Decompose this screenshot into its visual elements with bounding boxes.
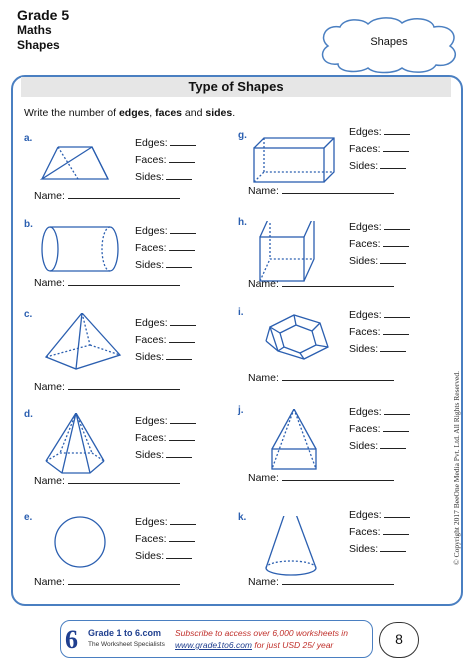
sides-field[interactable]: Sides: — [349, 440, 406, 452]
edges-field[interactable]: Edges: — [135, 137, 196, 149]
faces-field[interactable]: Faces: — [349, 143, 409, 155]
name-field[interactable]: Name: — [34, 381, 180, 393]
pentagonal-pyramid-icon — [32, 413, 132, 483]
item-letter: b. — [24, 219, 33, 230]
worksheet-title: Type of Shapes — [21, 77, 451, 97]
name-field[interactable]: Name: — [248, 185, 394, 197]
name-field[interactable]: Name: — [34, 475, 180, 487]
name-field[interactable]: Name: — [34, 576, 180, 588]
faces-field[interactable]: Faces: — [135, 242, 195, 254]
shape-item-b — [24, 219, 244, 309]
sides-field[interactable]: Sides: — [135, 351, 192, 363]
worksheet-header — [17, 8, 69, 53]
sides-field[interactable]: Sides: — [349, 543, 406, 555]
sides-field[interactable]: Sides: — [135, 550, 192, 562]
grade-label: Grade 5 — [17, 7, 70, 23]
faces-field[interactable]: Faces: — [349, 238, 409, 250]
faces-field[interactable]: Faces: — [349, 526, 409, 538]
shape-item-h — [238, 217, 458, 307]
edges-field[interactable]: Edges: — [349, 509, 410, 521]
name-field[interactable]: Name: — [248, 372, 394, 384]
topic-label: Shapes — [17, 38, 60, 52]
edges-field[interactable]: Edges: — [349, 309, 410, 321]
item-letter: d. — [24, 409, 33, 420]
subscribe-text-2: www.grade1to6.com for just USD 25/ year — [175, 640, 334, 650]
item-letter: a. — [24, 133, 33, 144]
shape-item-k — [238, 509, 458, 602]
edges-field[interactable]: Edges: — [135, 317, 196, 329]
instructions: Write the number of edges, faces and sides. — [24, 107, 236, 119]
sides-field[interactable]: Sides: — [349, 343, 406, 355]
shape-item-i — [238, 307, 458, 397]
shape-item-d — [24, 409, 244, 499]
name-field[interactable]: Name: — [248, 472, 394, 484]
sides-field[interactable]: Sides: — [349, 160, 406, 172]
square-pyramid-icon — [32, 313, 132, 383]
name-field[interactable]: Name: — [34, 190, 180, 202]
copyright-notice: © Copyright 2017 BeeOne Media Pvt. Ltd. All Rights Reserved. — [452, 370, 461, 565]
subject-label: Maths — [17, 23, 52, 37]
edges-field[interactable]: Edges: — [135, 225, 196, 237]
edges-field[interactable]: Edges: — [135, 415, 196, 427]
edges-field[interactable]: Edges: — [349, 126, 410, 138]
logo-text[interactable]: Grade 1 to 6.com — [88, 628, 162, 638]
item-letter: e. — [24, 512, 33, 523]
shape-item-g — [238, 126, 458, 220]
edges-field[interactable]: Edges: — [135, 516, 196, 528]
faces-field[interactable]: Faces: — [135, 432, 195, 444]
square-pyramid-2-icon — [246, 409, 346, 479]
name-field[interactable]: Name: — [248, 576, 394, 588]
shape-item-e — [24, 512, 247, 602]
shape-item-c — [24, 309, 244, 399]
shape-item-j — [238, 405, 458, 495]
shape-item-a — [24, 133, 244, 223]
faces-field[interactable]: Faces: — [349, 423, 409, 435]
logo-subtitle: The Worksheet Specialists — [88, 641, 165, 648]
item-letter: h. — [238, 217, 247, 228]
logo-icon — [64, 624, 84, 654]
edges-field[interactable]: Edges: — [349, 406, 410, 418]
sides-field[interactable]: Sides: — [349, 255, 406, 267]
footer-banner — [60, 620, 373, 658]
name-field[interactable]: Name: — [34, 277, 180, 289]
page-number: 8 — [379, 622, 419, 658]
svg-text:6: 6 — [65, 625, 78, 654]
faces-field[interactable]: Faces: — [135, 334, 195, 346]
faces-field[interactable]: Faces: — [135, 154, 195, 166]
faces-field[interactable]: Faces: — [135, 533, 195, 545]
item-letter: k. — [238, 512, 247, 523]
item-letter: i. — [238, 307, 244, 318]
cloud-label: Shapes — [370, 36, 408, 48]
hexagonal-prism-icon — [246, 311, 346, 381]
faces-field[interactable]: Faces: — [349, 326, 409, 338]
item-letter: g. — [238, 130, 247, 141]
subscribe-text: Subscribe to access over 6,000 worksheets in — [175, 628, 348, 638]
item-letter: j. — [238, 405, 244, 416]
sides-field[interactable]: Sides: — [135, 259, 192, 271]
sides-field[interactable]: Sides: — [135, 171, 192, 183]
sides-field[interactable]: Sides: — [135, 449, 192, 461]
name-field[interactable]: Name: — [248, 278, 394, 290]
item-letter: c. — [24, 309, 33, 320]
subscribe-link[interactable]: www.grade1to6.com — [175, 640, 253, 650]
edges-field[interactable]: Edges: — [349, 221, 410, 233]
